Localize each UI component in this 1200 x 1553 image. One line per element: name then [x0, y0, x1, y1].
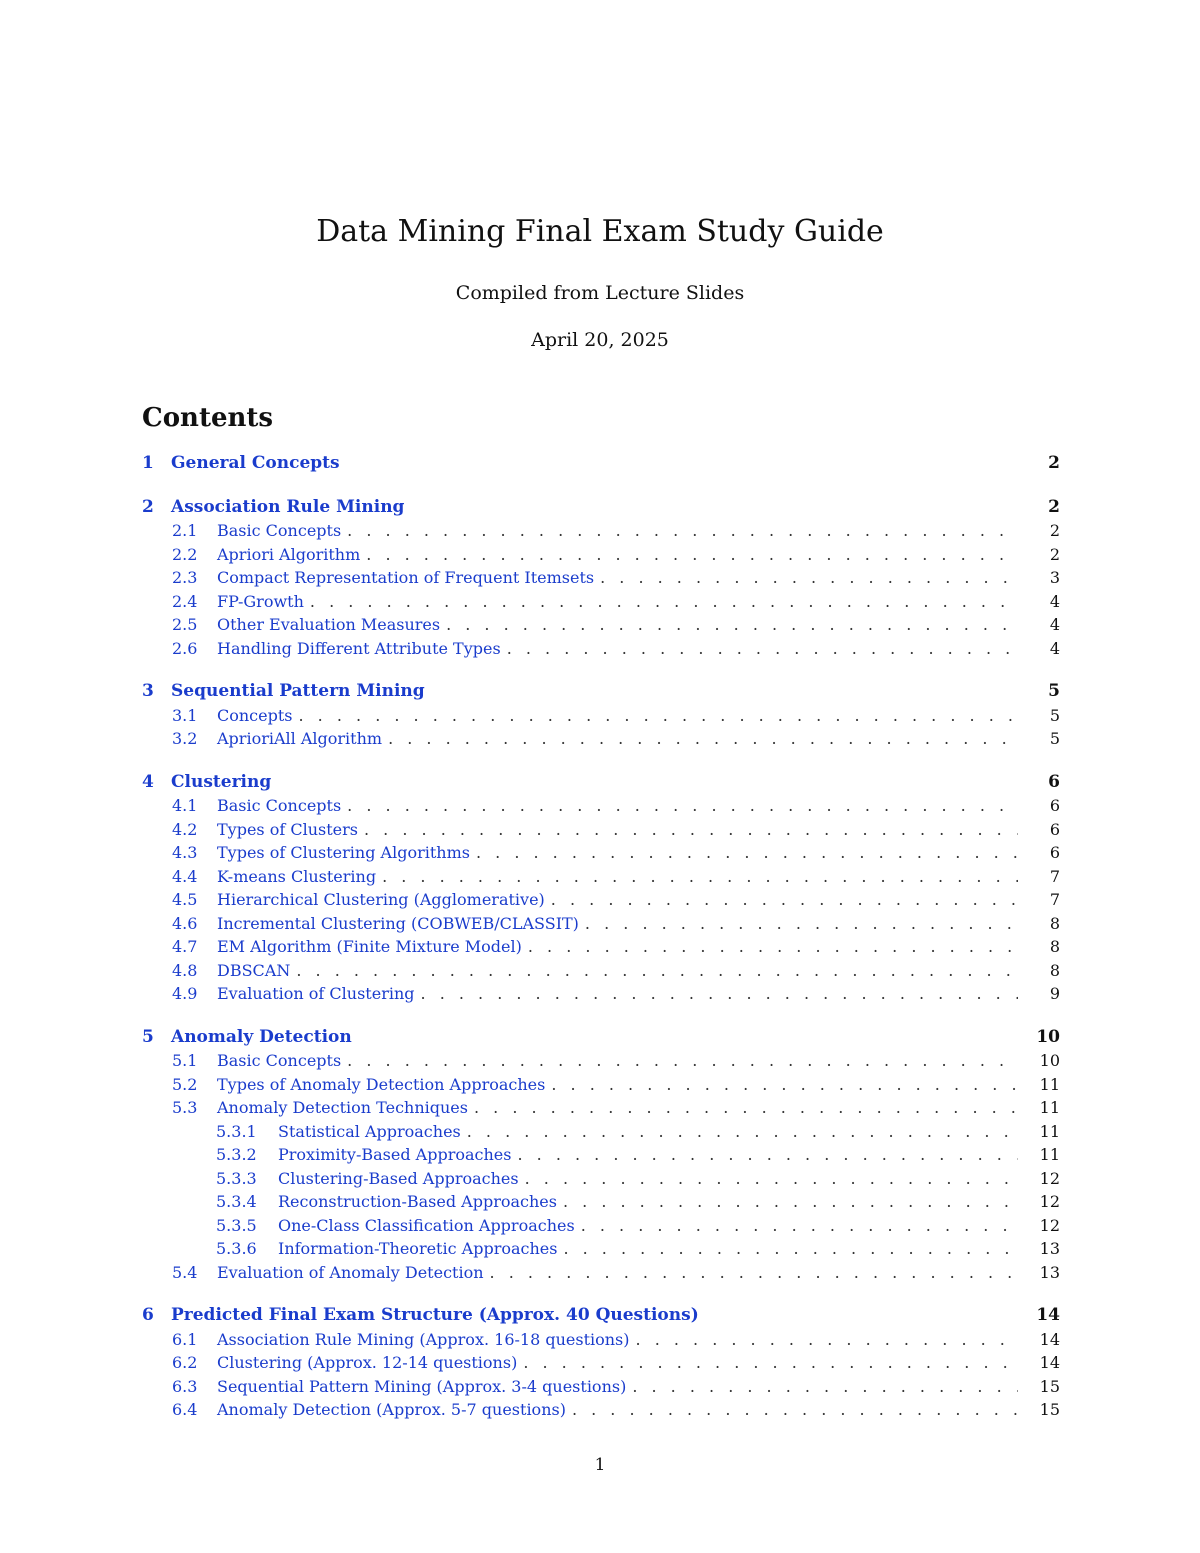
toc-subsection-2-6[interactable] [142, 637, 1060, 661]
toc-page: 14 [1039, 1353, 1060, 1372]
toc-link[interactable]: K-means Clustering [217, 866, 377, 886]
toc-number: 4.2 [172, 819, 198, 839]
toc-leader [364, 818, 1018, 842]
toc-link[interactable]: Statistical Approaches [278, 1121, 461, 1141]
toc-number: 4 [142, 771, 154, 792]
toc-number: 5 [142, 1026, 154, 1047]
toc-number: 2.5 [172, 615, 198, 634]
toc-number: 2.3 [172, 568, 198, 587]
toc-subsection-4-9[interactable] [142, 982, 1060, 1006]
document-date: April 20, 2025 [531, 329, 669, 351]
toc-section-1[interactable] [142, 452, 1060, 476]
toc-number: 2.1 [172, 521, 198, 540]
toc-page: 14 [1036, 1305, 1060, 1325]
toc-number: 2.4 [172, 591, 198, 611]
toc-page: 12 [1039, 1168, 1060, 1188]
toc-link[interactable]: Information-Theoretic Approaches [278, 1239, 558, 1258]
toc-link[interactable]: AprioriAll Algorithm [217, 729, 383, 748]
toc-page: 6 [1048, 771, 1060, 792]
toc-link[interactable]: Clustering-Based Approaches [278, 1168, 519, 1188]
toc-page: 15 [1039, 1376, 1060, 1396]
toc-leader [523, 1351, 1018, 1375]
toc-page: 6 [1049, 796, 1060, 815]
toc-link[interactable]: Types of Clustering Algorithms [217, 843, 470, 862]
toc-number: 6.4 [172, 1400, 198, 1419]
document-subtitle: Compiled from Lecture Slides [455, 282, 745, 304]
toc-number: 4.4 [172, 866, 198, 886]
toc-link[interactable]: Basic Concepts [217, 521, 342, 540]
toc-page: 13 [1039, 1239, 1060, 1258]
toc-leader [347, 519, 1018, 543]
toc-page: 5 [1049, 705, 1060, 725]
toc-number: 1 [142, 453, 154, 473]
toc-number: 6.1 [172, 1329, 198, 1349]
toc-leader [507, 637, 1018, 661]
toc-link[interactable]: Other Evaluation Measures [217, 615, 441, 634]
toc-page: 4 [1049, 615, 1060, 634]
toc-leader [581, 1214, 1018, 1238]
toc-number: 4.9 [172, 984, 198, 1003]
toc-number: 5.3.6 [216, 1239, 257, 1258]
toc-number: 6 [142, 1305, 154, 1325]
toc-leader [563, 1190, 1018, 1214]
toc-subsection-4-8[interactable] [142, 959, 1060, 983]
toc-page: 7 [1049, 890, 1060, 909]
toc-subsubsection-5-3-2[interactable] [142, 1143, 1060, 1167]
toc-number: 5.2 [172, 1074, 198, 1094]
toc-page: 11 [1039, 1121, 1060, 1141]
toc-link[interactable]: Clustering (Approx. 12-14 questions) [217, 1353, 518, 1372]
toc-leader [636, 1328, 1018, 1352]
toc-leader [446, 613, 1018, 637]
toc-number: 3.1 [172, 705, 198, 725]
toc-number: 5.3.1 [216, 1121, 257, 1141]
toc-number: 3.2 [172, 729, 198, 748]
toc-page: 15 [1039, 1400, 1060, 1419]
toc-subsection-6-2[interactable] [142, 1351, 1060, 1375]
toc-page: 4 [1049, 638, 1060, 658]
toc-leader [600, 566, 1018, 590]
toc-number: 4.5 [172, 890, 198, 909]
document-title: Data Mining Final Exam Study Guide [316, 214, 884, 249]
toc-link[interactable]: Anomaly Detection [171, 1026, 352, 1047]
toc-page: 12 [1039, 1215, 1060, 1235]
toc-leader [528, 935, 1018, 959]
toc-number: 4.1 [172, 796, 198, 815]
toc-page: 8 [1049, 960, 1060, 980]
toc-leader [476, 841, 1018, 865]
toc-subsection-3-2[interactable] [142, 727, 1060, 751]
toc-leader [421, 982, 1018, 1006]
toc-subsection-4-6[interactable] [142, 912, 1060, 936]
toc-page: 7 [1049, 866, 1060, 886]
toc-link[interactable]: Handling Different Attribute Types [217, 638, 501, 658]
toc-link[interactable]: Evaluation of Clustering [217, 984, 415, 1003]
toc-link[interactable]: Basic Concepts [217, 1051, 342, 1070]
toc-number: 5.3.2 [216, 1145, 257, 1164]
toc-leader [347, 794, 1018, 818]
toc-link[interactable]: Sequential Pattern Mining (Approx. 3-4 questions) [217, 1376, 627, 1396]
toc-page: 2 [1049, 521, 1060, 540]
toc-subsection-4-4[interactable] [142, 865, 1060, 889]
toc-section-3[interactable] [142, 680, 1060, 704]
toc-subsection-2-4[interactable] [142, 590, 1060, 614]
toc-page: 11 [1039, 1145, 1060, 1164]
toc-leader [551, 1073, 1018, 1097]
toc-page: 3 [1049, 568, 1060, 587]
toc-leader [585, 912, 1018, 936]
toc-number: 4.8 [172, 960, 198, 980]
toc-number: 4.7 [172, 937, 198, 956]
toc-subsection-4-1[interactable] [142, 794, 1060, 818]
toc-subsection-4-5[interactable] [142, 888, 1060, 912]
toc-page: 10 [1036, 1026, 1060, 1047]
toc-section-6[interactable] [142, 1304, 1060, 1328]
toc-number: 5.3.3 [216, 1168, 257, 1188]
toc-page: 8 [1049, 937, 1060, 956]
toc-leader [632, 1375, 1018, 1399]
toc-subsection-2-5[interactable] [142, 613, 1060, 637]
contents-heading: Contents [142, 403, 274, 433]
toc-section-5[interactable] [142, 1026, 1060, 1050]
toc-subsection-3-1[interactable] [142, 704, 1060, 728]
toc-leader [525, 1167, 1018, 1191]
toc-leader [296, 959, 1018, 983]
toc-leader [347, 1049, 1018, 1073]
toc-link[interactable]: Types of Clusters [217, 819, 358, 839]
toc-link[interactable]: Basic Concepts [217, 796, 342, 815]
toc-leader [467, 1120, 1018, 1144]
toc-subsection-2-3[interactable] [142, 566, 1060, 590]
toc-number: 2 [142, 496, 154, 517]
toc-leader [572, 1398, 1018, 1422]
toc-subsection-6-1[interactable] [142, 1328, 1060, 1352]
toc-link[interactable]: Concepts [217, 705, 293, 725]
toc-page: 4 [1049, 591, 1060, 611]
toc-section-2[interactable] [142, 496, 1060, 520]
toc-link[interactable]: Reconstruction-Based Approaches [278, 1192, 557, 1211]
toc-page: 2 [1049, 544, 1060, 564]
toc-subsubsection-5-3-5[interactable] [142, 1214, 1060, 1238]
toc-link[interactable]: Anomaly Detection Techniques [217, 1098, 468, 1117]
toc-link[interactable]: EM Algorithm (Finite Mixture Model) [217, 937, 522, 956]
toc-leader [366, 543, 1018, 567]
toc-link[interactable]: Incremental Clustering (COBWEB/CLASSIT) [217, 913, 579, 933]
toc-subsection-6-4[interactable] [142, 1398, 1060, 1422]
toc-page: 6 [1049, 843, 1060, 862]
toc-number: 2.2 [172, 544, 198, 564]
toc-link[interactable]: FP-Growth [217, 591, 304, 611]
toc-leader [551, 888, 1018, 912]
toc-link[interactable]: Compact Representation of Frequent Itemsets [217, 568, 595, 587]
toc-section-4[interactable] [142, 771, 1060, 795]
toc-link[interactable]: Anomaly Detection (Approx. 5-7 questions) [217, 1400, 566, 1419]
toc-number: 3 [142, 681, 154, 701]
toc-leader [474, 1096, 1018, 1120]
toc-link[interactable]: DBSCAN [217, 960, 291, 980]
toc-number: 4.3 [172, 843, 198, 862]
toc-page: 11 [1039, 1098, 1060, 1117]
toc-number: 5.1 [172, 1051, 198, 1070]
toc-link[interactable]: Types of Anomaly Detection Approaches [217, 1074, 546, 1094]
toc-number: 6.3 [172, 1376, 198, 1396]
toc-link[interactable]: Apriori Algorithm [217, 544, 361, 564]
toc-subsection-6-3[interactable] [142, 1375, 1060, 1399]
toc-page: 5 [1048, 681, 1060, 701]
toc-subsection-5-4[interactable] [142, 1261, 1060, 1285]
toc-page: 8 [1049, 913, 1060, 933]
toc-link[interactable]: General Concepts [171, 453, 340, 473]
toc-leader [490, 1261, 1018, 1285]
toc-page: 12 [1039, 1192, 1060, 1211]
toc-subsection-4-7[interactable] [142, 935, 1060, 959]
toc-leader [517, 1143, 1018, 1167]
toc-subsection-5-2[interactable] [142, 1073, 1060, 1097]
toc-page: 2 [1048, 496, 1060, 517]
toc-page: 9 [1049, 984, 1060, 1003]
toc-page: 5 [1049, 729, 1060, 748]
toc-page: 10 [1039, 1051, 1060, 1070]
toc-subsubsection-5-3-6[interactable] [142, 1237, 1060, 1261]
toc-number: 5.3 [172, 1098, 198, 1117]
toc-subsection-4-3[interactable] [142, 841, 1060, 865]
toc-page: 13 [1039, 1262, 1060, 1282]
toc-link[interactable]: Clustering [171, 771, 272, 792]
toc-number: 5.3.4 [216, 1192, 257, 1211]
toc-leader [299, 704, 1019, 728]
page-number: 1 [594, 1455, 606, 1475]
toc-link[interactable]: Association Rule Mining (Approx. 16-18 questions) [217, 1329, 630, 1349]
toc-subsection-2-2[interactable] [142, 543, 1060, 567]
toc-page: 14 [1039, 1329, 1060, 1349]
toc-number: 4.6 [172, 913, 198, 933]
toc-page: 2 [1048, 453, 1060, 473]
toc-subsection-2-1[interactable] [142, 519, 1060, 543]
toc-number: 5.3.5 [216, 1215, 257, 1235]
toc-link[interactable]: Proximity-Based Approaches [278, 1145, 512, 1164]
toc-number: 6.2 [172, 1353, 198, 1372]
toc-subsection-5-3[interactable] [142, 1096, 1060, 1120]
toc-number: 2.6 [172, 638, 198, 658]
toc-link[interactable]: Association Rule Mining [171, 496, 405, 517]
toc-leader [310, 590, 1018, 614]
table-of-contents [142, 452, 1060, 1422]
toc-leader [388, 727, 1018, 751]
toc-subsubsection-5-3-3[interactable] [142, 1167, 1060, 1191]
toc-link[interactable]: Hierarchical Clustering (Agglomerative) [217, 890, 545, 909]
toc-page: 6 [1049, 819, 1060, 839]
toc-link[interactable]: Predicted Final Exam Structure (Approx. 40 Questions) [171, 1305, 699, 1325]
toc-subsection-5-1[interactable] [142, 1049, 1060, 1073]
toc-leader [382, 865, 1018, 889]
toc-link[interactable]: Sequential Pattern Mining [171, 681, 425, 701]
toc-page: 11 [1039, 1074, 1060, 1094]
toc-link[interactable]: Evaluation of Anomaly Detection [217, 1262, 484, 1282]
toc-subsection-4-2[interactable] [142, 818, 1060, 842]
toc-number: 5.4 [172, 1262, 198, 1282]
toc-leader [563, 1237, 1018, 1261]
toc-link[interactable]: One-Class Classification Approaches [278, 1215, 575, 1235]
toc-subsubsection-5-3-4[interactable] [142, 1190, 1060, 1214]
toc-subsubsection-5-3-1[interactable] [142, 1120, 1060, 1144]
